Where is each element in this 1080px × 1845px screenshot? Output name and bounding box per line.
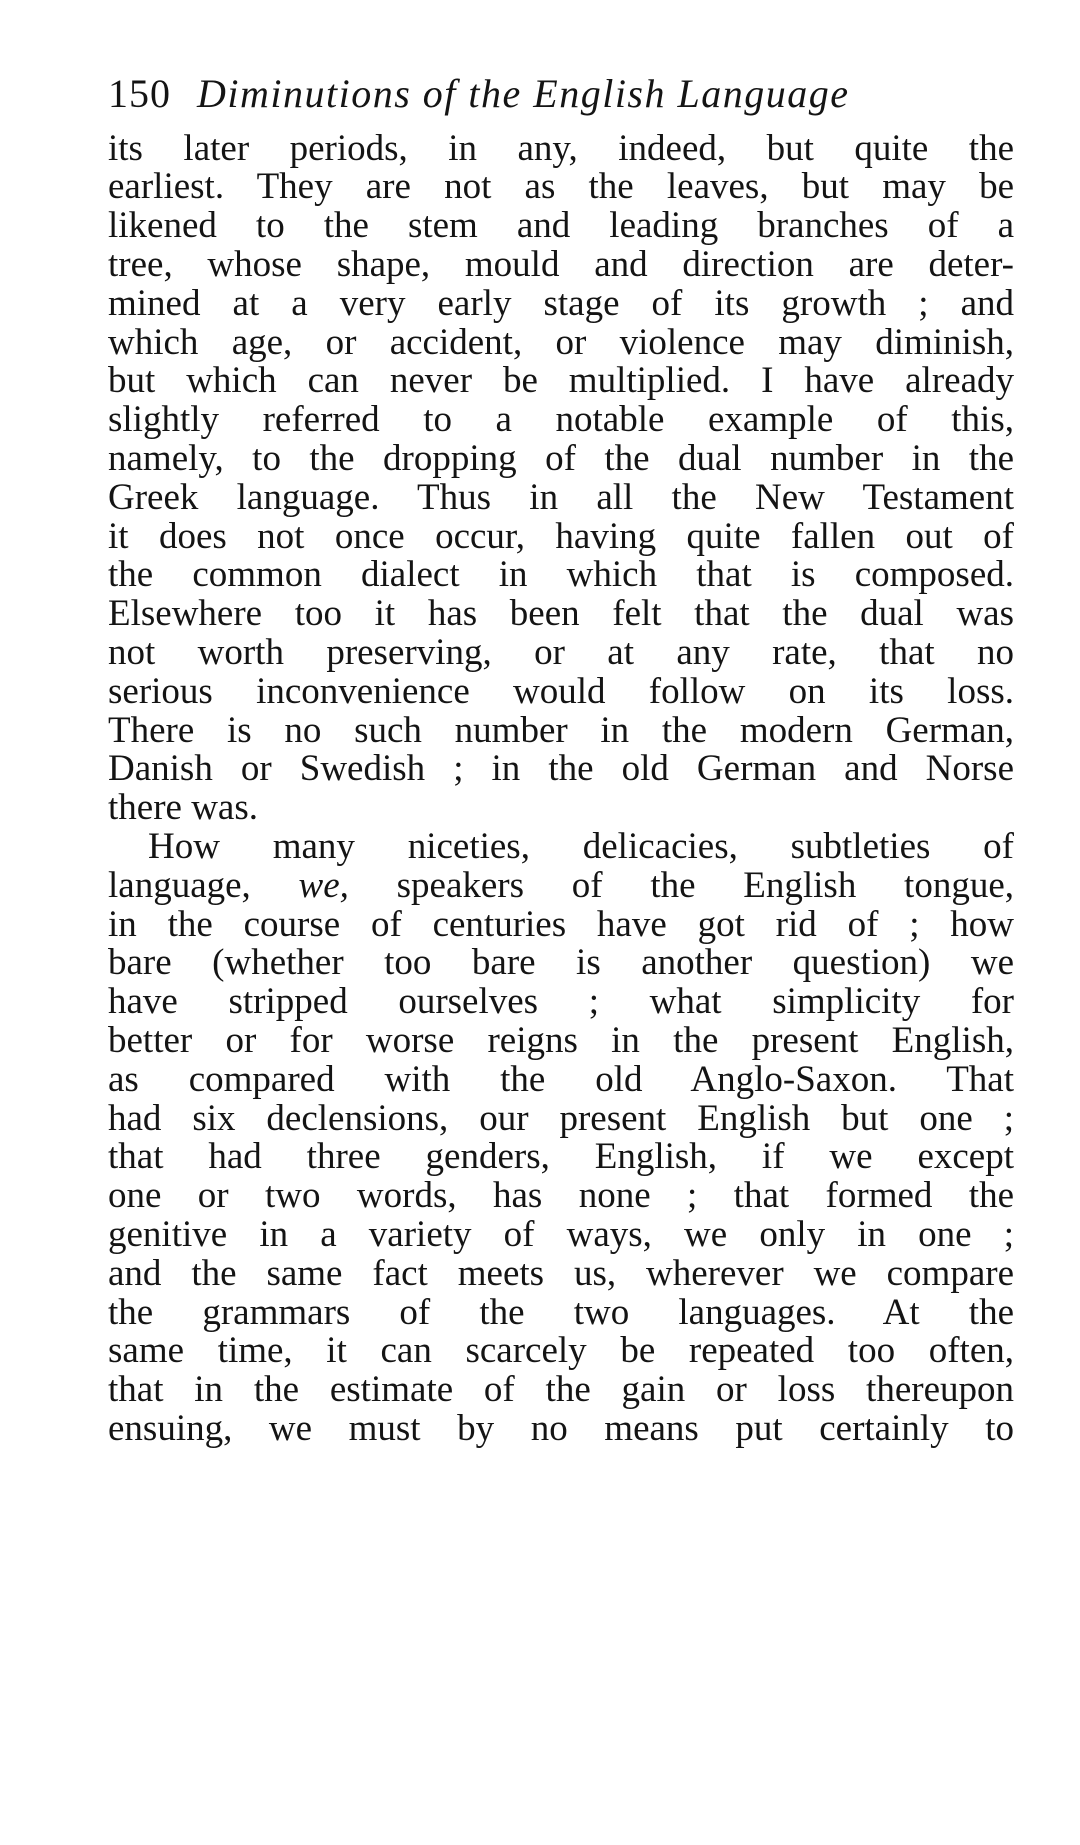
text-line: earliest. They are not as the leaves, but may be (108, 166, 1014, 207)
text-line: ensuing, we must by no means put certainly to (108, 1408, 1014, 1449)
text-line: the grammars of the two languages. At the (108, 1292, 1014, 1333)
text-line: have stripped ourselves ; what simplicity for (108, 981, 1014, 1022)
text-line: mined at a very early stage of its growth ; and (108, 283, 1014, 324)
text-line: namely, to the dropping of the dual number in the (108, 438, 1014, 479)
text-line: the common dialect in which that is composed. (108, 554, 1014, 595)
text-line: slightly referred to a notable example of this, (108, 399, 1014, 440)
text-line: same time, it can scarcely be repeated too often, (108, 1330, 1014, 1371)
text-line: which age, or accident, or violence may diminish, (108, 322, 1014, 363)
paragraph-first-line: How many niceties, delicacies, subtleties of (148, 826, 1014, 867)
emphasized-word: we, (298, 865, 349, 906)
text-line: had six declensions, our present English but one ; (108, 1098, 1014, 1139)
text-line: there was. (108, 787, 258, 828)
text-line: Danish or Swedish ; in the old German and Norse (108, 748, 1014, 789)
text-line: better or for worse reigns in the present English, (108, 1020, 1014, 1061)
text-line: but which can never be multiplied. I have already (108, 360, 1014, 401)
text-line: that in the estimate of the gain or loss thereupon (108, 1369, 1014, 1410)
text-line: likened to the stem and leading branches of a (108, 205, 1014, 246)
text-line: not worth preserving, or at any rate, that no (108, 632, 1014, 673)
text-run: language, (108, 865, 299, 906)
running-title: Diminutions of the English Language (197, 71, 850, 116)
text-line: that had three genders, English, if we except (108, 1136, 1014, 1177)
running-head (108, 64, 1014, 124)
text-line: as compared with the old Anglo-Saxon. That (108, 1059, 1014, 1100)
text-line: There is no such number in the modern German, (108, 710, 1014, 751)
text-line: in the course of centuries have got rid of ; how (108, 904, 1014, 945)
text-line: bare (whether too bare is another question) we (108, 942, 1014, 983)
text-line: one or two words, has none ; that formed the (108, 1175, 1014, 1216)
text-line: and the same fact meets us, wherever we compare (108, 1253, 1014, 1294)
text-line: serious inconvenience would follow on its loss. (108, 671, 1014, 712)
text-line: tree, whose shape, mould and direction are deter- (108, 244, 1014, 285)
text-line: it does not once occur, having quite fallen out of (108, 516, 1014, 557)
text-line: genitive in a variety of ways, we only in one ; (108, 1214, 1014, 1255)
page-number: 150 (108, 71, 171, 116)
text-line: its later periods, in any, indeed, but quite the (108, 128, 1014, 169)
text-line: Elsewhere too it has been felt that the dual was (108, 593, 1014, 634)
text-line: Greek language. Thus in all the New Testament (108, 477, 1014, 518)
text-run: speakers of the English tongue, (348, 865, 1015, 906)
